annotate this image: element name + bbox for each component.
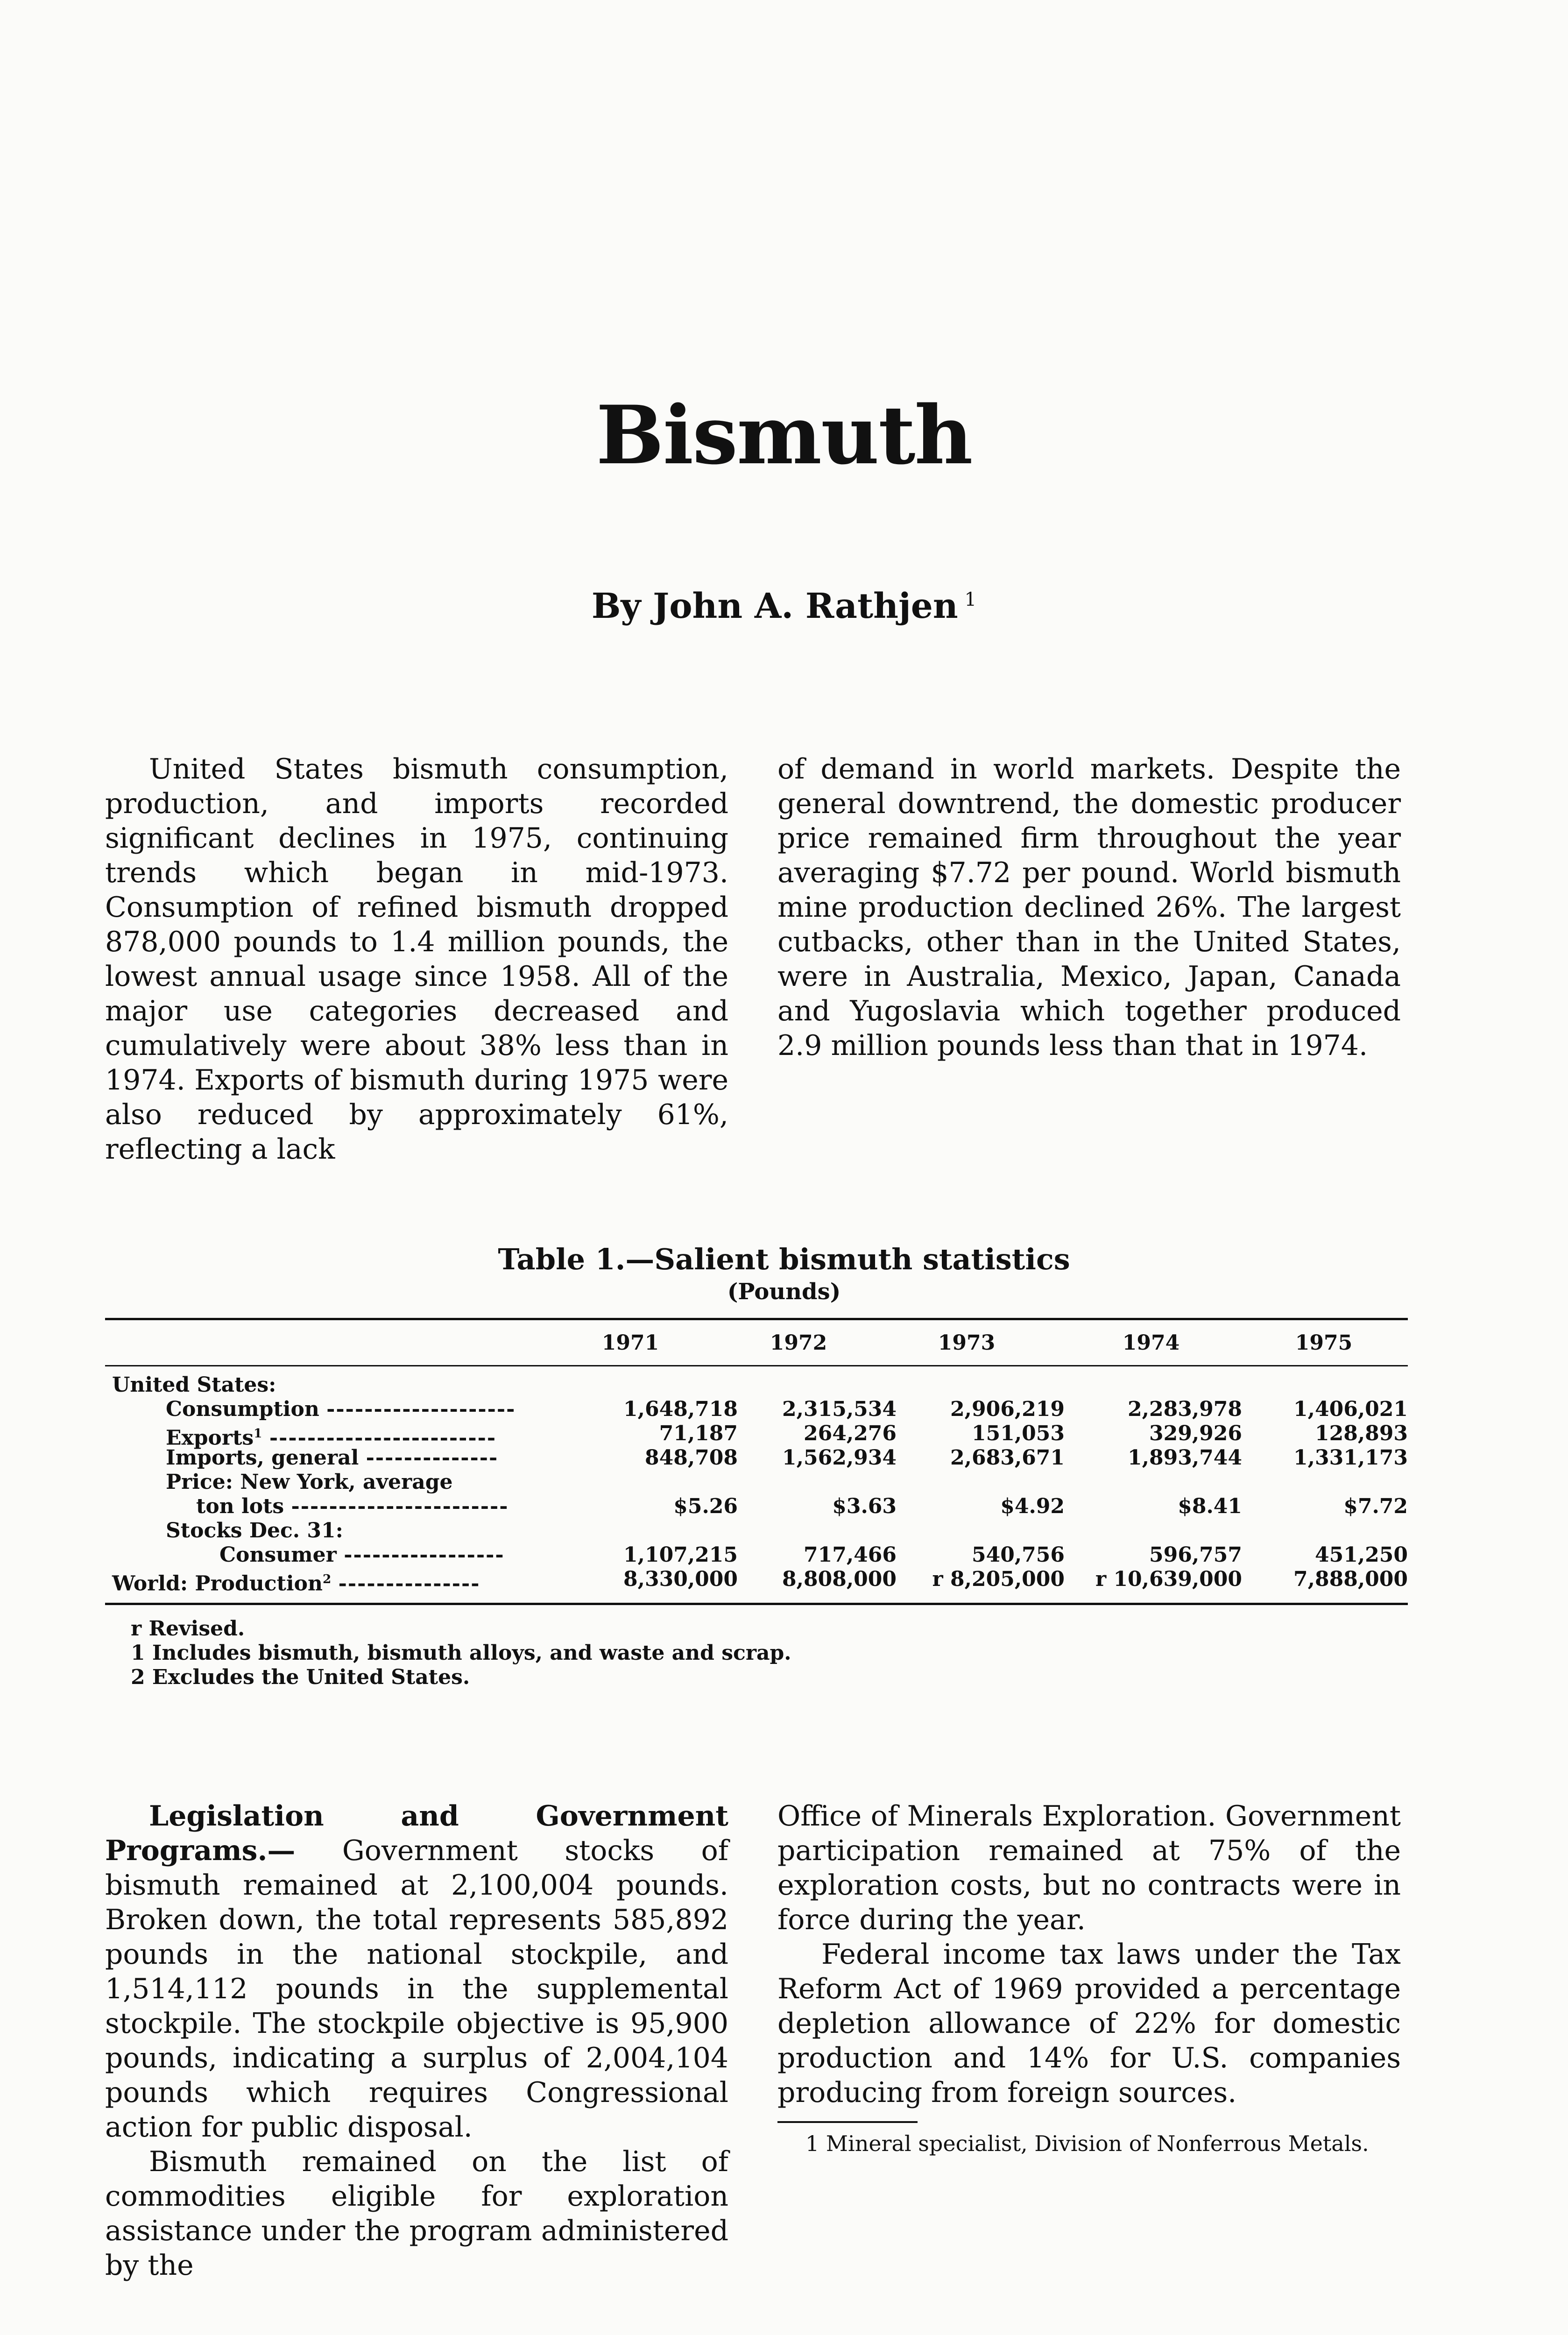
table-cell: 596,757 <box>1149 1543 1242 1567</box>
year-header: 1974 <box>1122 1331 1180 1355</box>
table-row-label-only: Price: New York, average <box>166 1470 453 1494</box>
table-cell: 1,648,718 <box>623 1397 738 1421</box>
table-cell: 1,562,934 <box>782 1446 897 1470</box>
section2-paragraph: Bismuth remained on the list of commodities eligible for exploration assistance under the program administered by the <box>105 2145 728 2282</box>
table-footnote: r Revised. <box>131 1617 245 1641</box>
table-cell: 1,331,173 <box>1293 1446 1408 1470</box>
table-cell: 848,708 <box>644 1446 738 1470</box>
table-cell: 8,808,000 <box>782 1567 897 1591</box>
author-name: By John A. Rathjen <box>591 586 958 626</box>
intro-paragraph-right: of demand in world markets. Despite the general downtrend, the domestic producer price remained firm throughout the year averaging $7.72 per pound. World bismuth mine production declined 26%. The largest cutbacks, other than in the United States, were in Australia, Mexico, Japan, Canada and Yugoslavia which together produced 2.9 million pounds less than that in 1974. <box>777 753 1401 1062</box>
table-row <box>112 1446 1408 1470</box>
table-cell: $3.63 <box>832 1494 897 1518</box>
table-units: (Pounds) <box>727 1279 841 1305</box>
section2-left-column <box>105 1799 728 2283</box>
row-label: ton lots ----------------------- <box>196 1494 509 1518</box>
table-cell: $4.92 <box>1000 1494 1065 1518</box>
table-cell: 128,893 <box>1314 1422 1408 1445</box>
row-label: Imports, general -------------- <box>166 1446 499 1470</box>
section2-paragraph: Legislation and Government Programs.— Government stocks of bismuth remained at 2,100,004 pounds. Broken down, the total represents 585,892 pounds in the national stockpile, and 1,514,112 pounds in the supplemental stockpile. The stockpile objective is 95,900 pounds, indicating a surplus of 2,004,104 pounds which requires Congressional action for public disposal. <box>105 1800 728 2144</box>
table-cell: 2,283,978 <box>1128 1397 1242 1421</box>
byline-footnote-marker: 1 <box>964 589 977 611</box>
table-cell: 71,187 <box>659 1422 738 1445</box>
table-cell: 540,756 <box>971 1543 1065 1567</box>
intro-left-column <box>105 752 728 1167</box>
row-label: World: Production$^2$ --------------- <box>112 1571 480 1596</box>
table-row-label-only: Stocks Dec. 31: <box>166 1519 343 1543</box>
table-cell: 1,107,215 <box>623 1543 738 1567</box>
table-header-rule <box>105 1365 1408 1366</box>
table-row <box>112 1494 1408 1519</box>
table-footnote: 2 Excludes the United States. <box>131 1665 470 1689</box>
table-row <box>112 1422 1408 1450</box>
table-bottom-rule <box>105 1603 1408 1605</box>
intro-paragraph-left: United States bismuth consumption, production, and imports recorded significant declines in 1975, continuing trends which began in mid-1973. Consumption of refined bismuth dropped 878,000 pounds to 1.4 million pounds, the lowest annual usage since 1958. All of the major use categories decreased and cumulatively were about 38% less than in 1974. Exports of bismuth during 1975 were also reduced by approximately 61%, reflecting a lack <box>105 753 728 1166</box>
table-cell: 1,406,021 <box>1293 1397 1408 1421</box>
table-cell: r 10,639,000 <box>1095 1567 1242 1591</box>
table-row <box>112 1397 1408 1422</box>
table-header-row <box>560 1331 1408 1355</box>
row-label: Exports$^1$ ------------------------ <box>166 1426 497 1450</box>
table-row <box>112 1567 1408 1596</box>
section-heading: Legislation and Government Programs.— <box>105 1800 728 1867</box>
table-cell: $5.26 <box>673 1494 738 1518</box>
year-header: 1971 <box>601 1331 659 1355</box>
table-footnote: 1 Includes bismuth, bismuth alloys, and waste and scrap. <box>131 1641 791 1665</box>
table-cell: r 8,205,000 <box>932 1567 1065 1591</box>
year-header: 1973 <box>938 1331 996 1355</box>
table-cell: 717,466 <box>803 1543 897 1567</box>
row-label: Consumption -------------------- <box>166 1397 516 1421</box>
table-cell: 264,276 <box>803 1422 897 1445</box>
row-label: Consumer ----------------- <box>219 1543 505 1567</box>
table-cell: 7,888,000 <box>1293 1567 1408 1591</box>
intro-right-column <box>777 752 1401 1063</box>
table-cell: $8.41 <box>1178 1494 1242 1518</box>
year-header: 1972 <box>770 1331 827 1355</box>
table-cell: 451,250 <box>1314 1543 1408 1567</box>
page-title: Bismuth <box>596 388 972 482</box>
table-row <box>112 1543 1408 1567</box>
section2-paragraph: Office of Minerals Exploration. Government participation remained at 75% of the exploration costs, but no contracts were in force during the year. <box>777 1800 1401 1936</box>
table-cell: 1,893,744 <box>1128 1446 1242 1470</box>
table-cell: 329,926 <box>1149 1422 1242 1445</box>
section2-right-column <box>777 1799 1401 2157</box>
author-footnote: 1 Mineral specialist, Division of Nonferrous Metals. <box>805 2131 1369 2156</box>
footnote-rule <box>777 2121 918 2123</box>
byline <box>0 586 1568 626</box>
table-cell: $7.72 <box>1343 1494 1408 1518</box>
table-top-rule <box>105 1318 1408 1320</box>
table-cell: 2,315,534 <box>782 1397 897 1421</box>
table-cell: 8,330,000 <box>623 1567 738 1591</box>
year-header: 1975 <box>1295 1331 1353 1355</box>
table-title: Table 1.—Salient bismuth statistics <box>498 1242 1070 1276</box>
section2-paragraph: Federal income tax laws under the Tax Reform Act of 1969 provided a percentage depletion allowance of 22% for domestic production and 14% for U.S. companies producing from foreign sources. <box>777 1938 1401 2109</box>
table-cell: 2,683,671 <box>950 1446 1065 1470</box>
table-row-header-us: United States: <box>112 1373 276 1397</box>
table-cell: 2,906,219 <box>950 1397 1065 1421</box>
table-cell: 151,053 <box>971 1422 1065 1445</box>
